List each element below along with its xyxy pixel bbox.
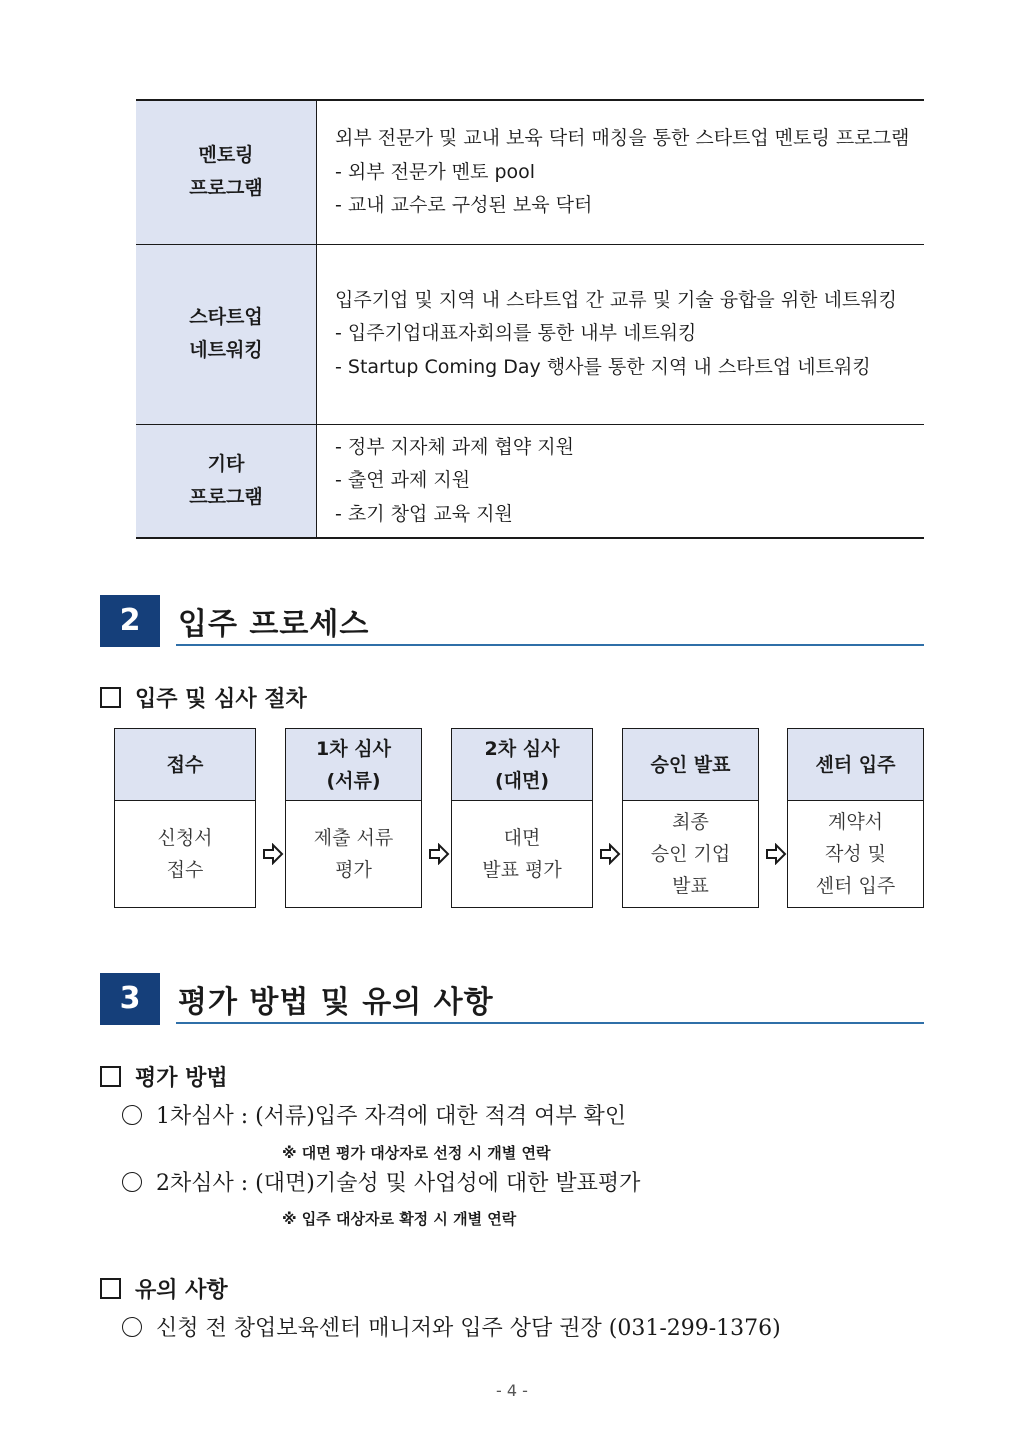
program-bullet: - 초기 창업 교육 지원 (335, 502, 513, 525)
right-arrow-icon (428, 843, 450, 865)
process-step-title: 승인 발표 (623, 729, 758, 801)
notice-item (122, 1314, 781, 1344)
program-bullet: - 입주기업대표자회의를 통한 내부 네트워킹 (335, 322, 697, 345)
process-step-body: 대면 발표 평가 (482, 827, 562, 881)
section-underline (176, 1022, 924, 1024)
program-name-line2: 프로그램 (189, 485, 263, 508)
process-step (114, 728, 256, 908)
subheading-text: 평가 방법 (135, 1066, 228, 1091)
square-bullet-icon (100, 1278, 121, 1299)
section-title: 평가 방법 및 유의 사항 (178, 985, 494, 1020)
subheading-notice (100, 1276, 228, 1306)
process-step-body: 신청서 접수 (157, 827, 213, 881)
right-arrow-icon (765, 843, 787, 865)
program-bullet: - Startup Coming Day 행사를 통한 지역 내 스타트업 네트워킹 (335, 355, 871, 378)
program-detail-cell (317, 424, 925, 538)
process-step-body: 제출 서류 평가 (313, 827, 394, 881)
evaluation-text: 1차심사 : (서류)입주 자격에 대한 적격 여부 확인 (156, 1104, 627, 1129)
evaluation-text: 2차심사 : (대면)기술성 및 사업성에 대한 발표평가 (156, 1171, 641, 1196)
subheading-evaluation (100, 1064, 228, 1094)
section-heading-3 (100, 973, 924, 1029)
evaluation-item (122, 1169, 640, 1199)
program-table (136, 99, 924, 539)
program-name-line2: 네트워킹 (189, 339, 263, 361)
subheading-process (100, 685, 307, 715)
process-step (451, 728, 593, 908)
program-bullet: - 출연 과제 지원 (335, 469, 471, 491)
circle-bullet-icon (122, 1317, 142, 1337)
circle-bullet-icon (122, 1105, 142, 1125)
program-bullet: - 정부 지자체 과제 협약 지원 (335, 435, 574, 458)
section-number-badge: 2 (100, 595, 160, 647)
program-row-networking (136, 244, 924, 424)
process-step-title: 접수 (115, 729, 255, 801)
square-bullet-icon (100, 1066, 121, 1087)
section-underline (176, 644, 924, 646)
section-title: 입주 프로세스 (178, 607, 370, 642)
program-description: 외부 전문가 및 교내 보육 닥터 매칭을 통한 스타트업 멘토링 프로그램 (335, 127, 910, 149)
program-detail-cell (317, 100, 925, 244)
notice-text: 신청 전 창업보육센터 매니저와 입주 상담 권장 (031-299-1376) (156, 1316, 781, 1341)
evaluation-note: ※ 대면 평가 대상자로 선정 시 개별 연락 (282, 1144, 551, 1162)
right-arrow-icon (262, 843, 284, 865)
process-step (285, 728, 422, 908)
process-step (787, 728, 924, 908)
program-name-cell (136, 244, 317, 424)
program-name-cell (136, 100, 317, 244)
program-name-line2: 프로그램 (189, 177, 263, 200)
evaluation-note: ※ 입주 대상자로 확정 시 개별 연락 (282, 1210, 517, 1228)
process-step-title: 1차 심사 (서류) (286, 729, 421, 801)
program-name-cell (136, 424, 317, 538)
page-number: - 4 - (496, 1381, 528, 1400)
square-bullet-icon (100, 687, 121, 708)
program-name-line1: 스타트업 (189, 306, 263, 328)
subheading-text: 유의 사항 (135, 1278, 228, 1303)
evaluation-item (122, 1102, 626, 1132)
program-bullet: - 교내 교수로 구성된 보육 닥터 (335, 194, 593, 216)
process-step-title: 센터 입주 (788, 729, 923, 801)
section-heading-2 (100, 595, 924, 651)
program-row-mentoring (136, 100, 924, 244)
program-name-line1: 멘토링 (198, 144, 254, 167)
right-arrow-icon (599, 843, 621, 865)
circle-bullet-icon (122, 1172, 142, 1192)
program-description: 입주기업 및 지역 내 스타트업 간 교류 및 기술 융합을 위한 네트워킹 (335, 288, 897, 311)
program-row-other (136, 424, 924, 538)
process-step-body: 계약서 작성 및 센터 입주 (815, 811, 896, 897)
section-number-badge: 3 (100, 973, 160, 1025)
program-bullet: - 외부 전문가 멘토 pool (335, 160, 536, 183)
program-detail-cell (317, 244, 925, 424)
process-step-title: 2차 심사 (대면) (452, 729, 592, 801)
subheading-text: 입주 및 심사 절차 (135, 687, 307, 712)
process-step-body: 최종 승인 기업 발표 (650, 811, 731, 897)
program-name-line1: 기타 (207, 452, 245, 475)
process-step (622, 728, 759, 908)
